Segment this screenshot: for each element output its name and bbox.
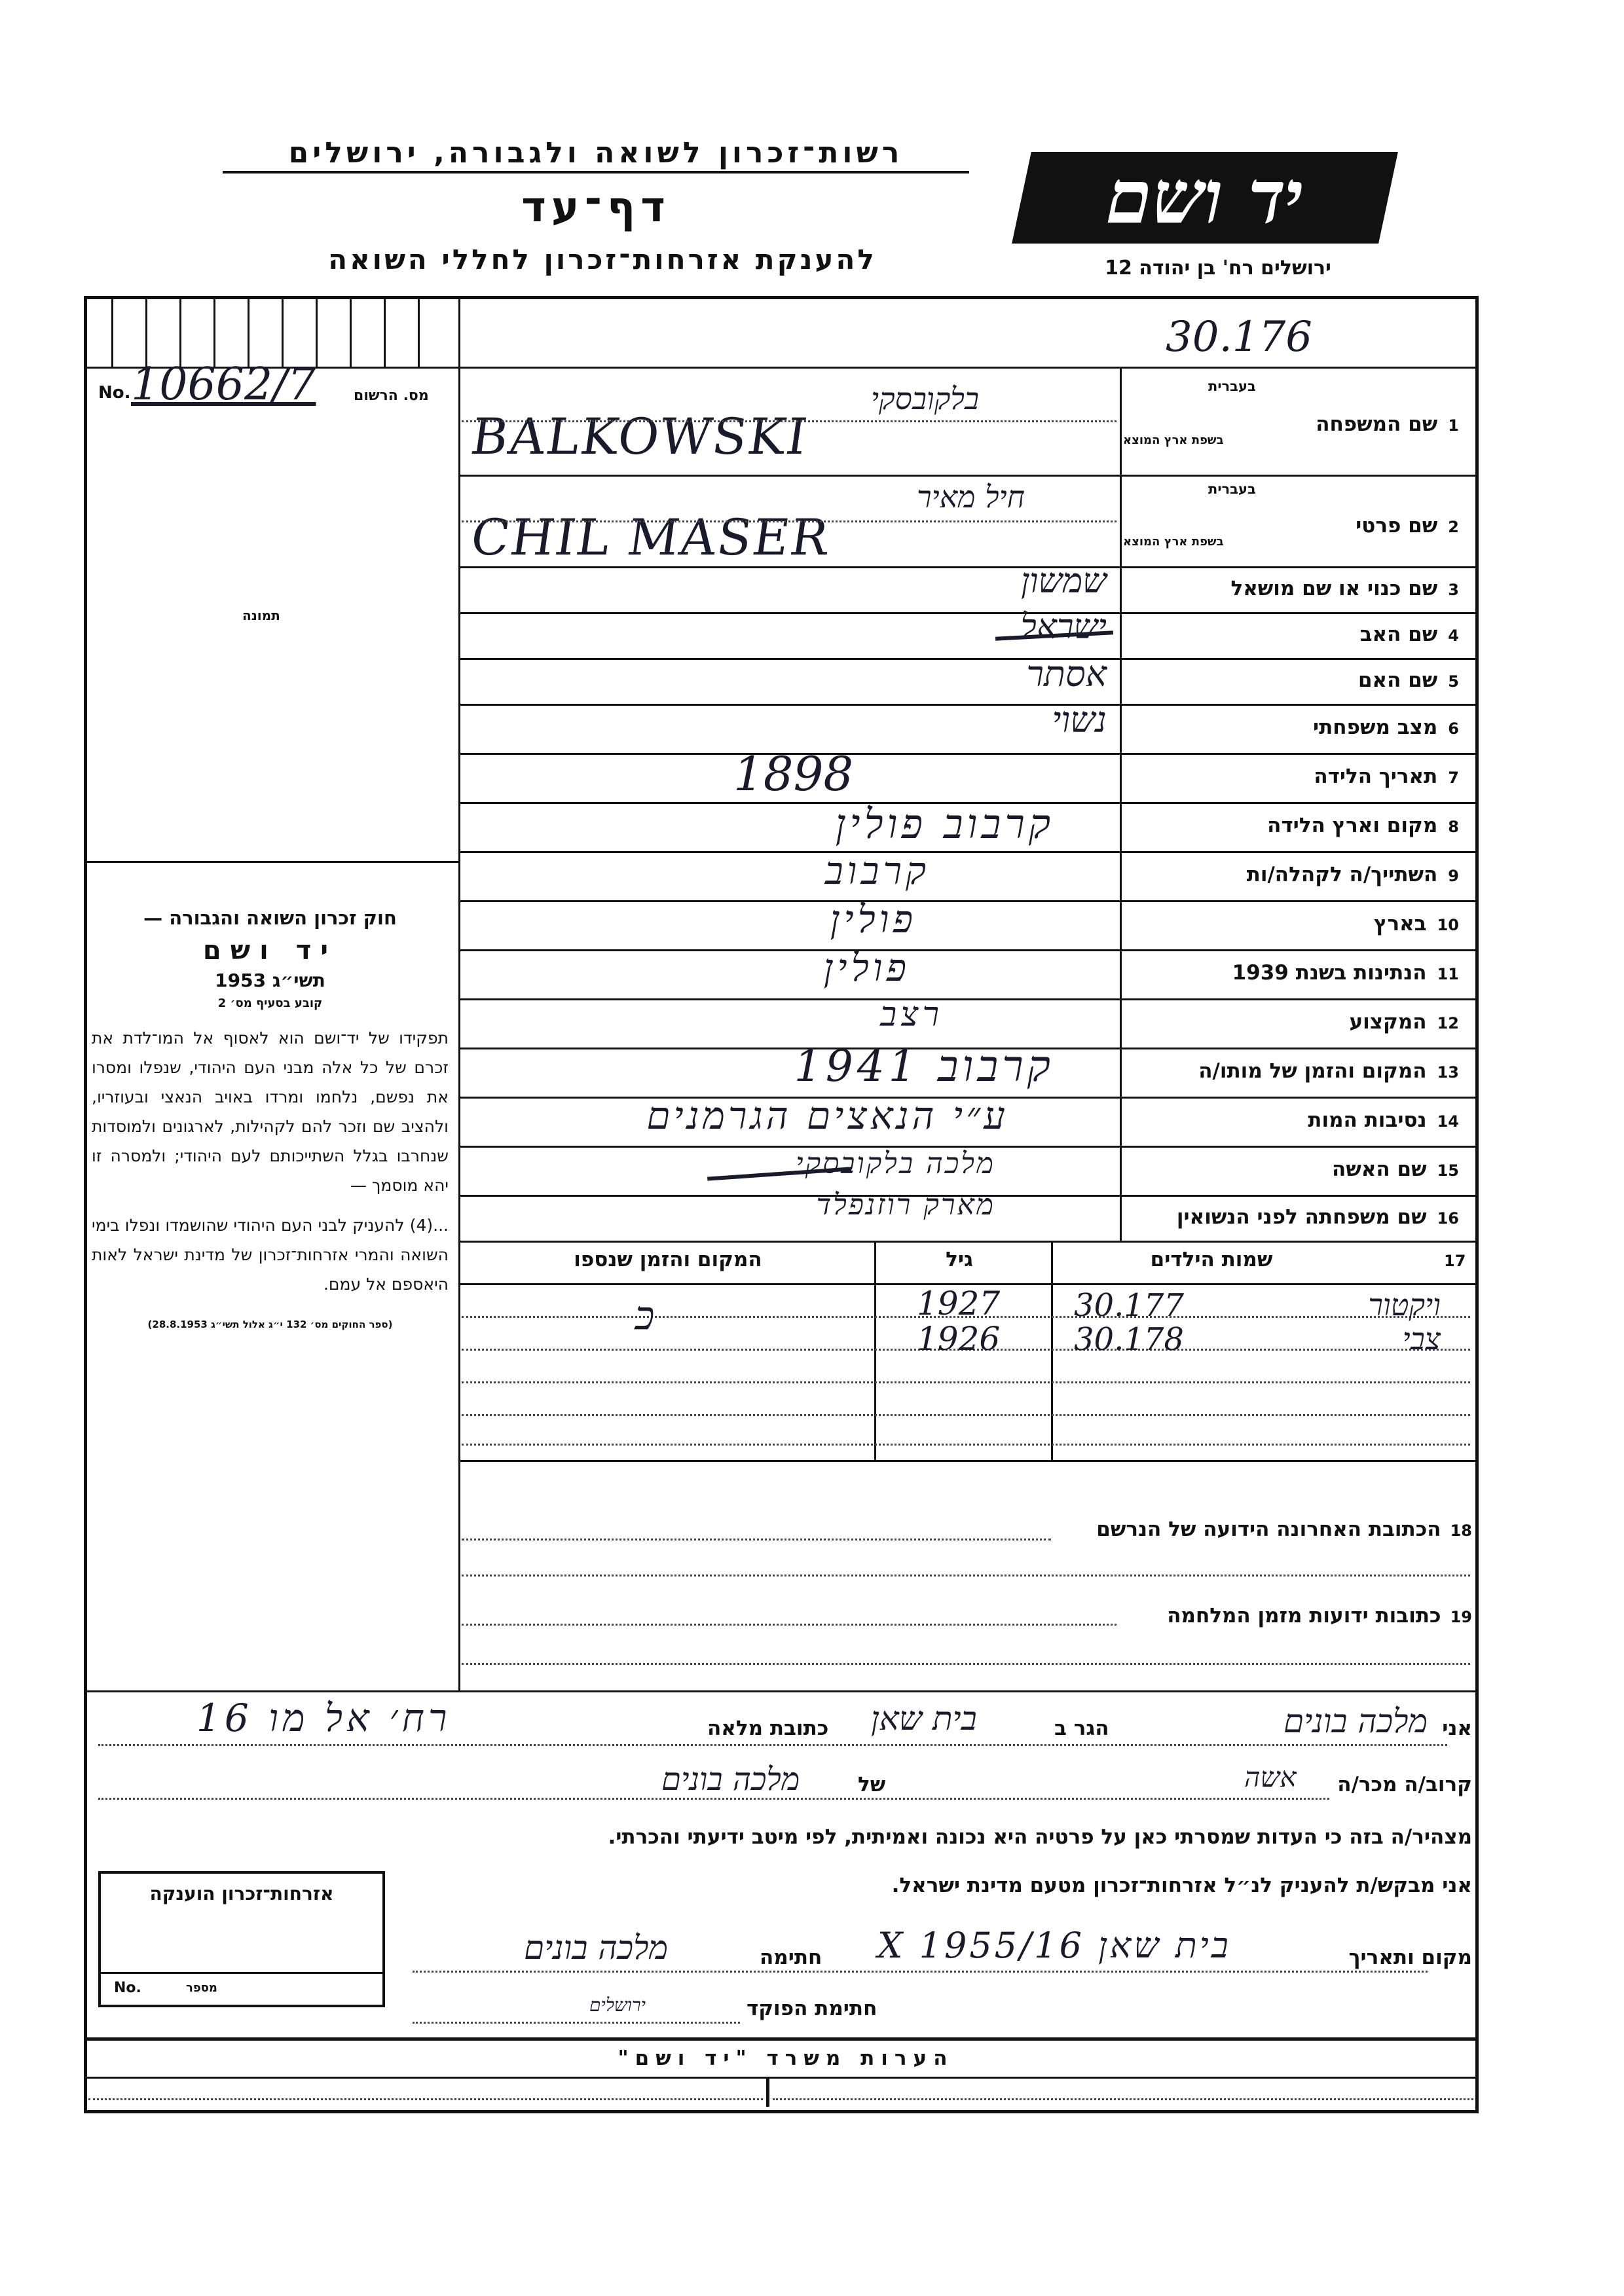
photo-box-bottom <box>84 861 460 863</box>
children-header-names: שמות הילדים <box>1150 1248 1273 1271</box>
citizenship-box-line <box>101 1972 382 1974</box>
code-box-divider <box>111 296 113 367</box>
field-number: 9 <box>1448 867 1459 885</box>
law-name: יד ושם <box>202 936 338 966</box>
child-name: ויקטור <box>1368 1287 1441 1322</box>
registry-number: 10662/7 <box>131 359 316 410</box>
child-place: כ <box>635 1293 655 1339</box>
field-row-nickname <box>1123 566 1459 612</box>
field-row-death-circumstances <box>1123 1097 1459 1146</box>
notes-dotted-line <box>88 2098 763 2100</box>
field-number: 8 <box>1448 818 1459 836</box>
sub-label-hebrew: בעברית <box>1208 378 1256 394</box>
maiden-name-value: מארק רוזנפלד <box>816 1188 995 1222</box>
field-number: 19 <box>1450 1608 1472 1626</box>
field-row-mother <box>1123 658 1459 704</box>
declarant-name: מלכה בונים <box>1283 1702 1428 1740</box>
signature-value: מלכה בונים <box>524 1929 669 1967</box>
profession-value: רצב <box>880 995 943 1034</box>
sub-label-local: בשפת ארץ המוצא <box>1123 535 1224 549</box>
nickname-value: שמשון <box>1020 562 1107 601</box>
first-name-local: CHIL MASER <box>467 508 834 566</box>
field-number: 16 <box>1437 1209 1459 1228</box>
child-year: 1927 <box>917 1285 1001 1322</box>
field-number: 11 <box>1437 965 1459 983</box>
law-year: תשי״ג 1953 <box>215 970 325 991</box>
field-number: 18 <box>1450 1522 1472 1540</box>
family-name-hebrew: בלקובסקי <box>871 381 980 416</box>
field-label: המקצוע <box>1349 1010 1427 1034</box>
field-number: 2 <box>1448 518 1459 536</box>
notes-divider <box>766 2077 769 2107</box>
field-number: 15 <box>1437 1161 1459 1180</box>
field-number: 3 <box>1448 581 1459 599</box>
field-number: 7 <box>1448 769 1459 787</box>
top-reference-number: 30.176 <box>1166 313 1312 361</box>
law-section: קובע בסעיף מס׳ 2 <box>217 996 323 1010</box>
first-name-hebrew: חיל מאיר <box>917 479 1025 515</box>
decl-relation-label: קרוב/ה מכר/ה <box>1337 1773 1472 1796</box>
children-row-line <box>462 1414 1470 1416</box>
father-name-value: ישראל <box>1020 608 1107 647</box>
field-label: תאריך הלידה <box>1314 765 1438 788</box>
law-source: (ספר החוקים מס׳ 132 י״ג אלול תשי״ג 28.8.1953) <box>147 1319 393 1330</box>
child-ref-number: 30.178 <box>1074 1321 1184 1358</box>
field-number: 1 <box>1448 416 1459 435</box>
last-address-label <box>1096 1518 1472 1541</box>
field-number: 13 <box>1437 1063 1459 1082</box>
field-label: הנתינות בשנת 1939 <box>1232 961 1427 985</box>
death-circumstances-value: ע״י הנאצים הגרמנים <box>646 1093 1008 1138</box>
family-name-local: BALKOWSKI <box>467 407 812 465</box>
officer-signature-label: חתימת הפוקד <box>747 1997 877 2020</box>
code-box-divider <box>145 296 147 367</box>
office-notes-title: הערות משרד "יד ושם" <box>618 2047 954 2070</box>
dotted-line <box>462 1575 1470 1576</box>
officer-signature-value: ירושלים <box>589 1994 646 2016</box>
signature-label: חתימה <box>760 1946 822 1969</box>
dotted-line <box>462 1663 1470 1665</box>
section-line <box>84 2037 1475 2041</box>
field-number: 6 <box>1448 720 1459 738</box>
children-header-age: גיל <box>946 1248 973 1271</box>
field-label: מקום וארץ הלידה <box>1267 814 1438 837</box>
children-num: 17 <box>1444 1252 1466 1270</box>
field-row-country <box>1123 900 1459 949</box>
field-row-father <box>1123 612 1459 658</box>
decl-of-label: של <box>858 1773 886 1796</box>
form-subtitle: להענקת אזרחות־זכרון לחללי השואה <box>328 244 877 276</box>
code-box-divider <box>213 296 215 367</box>
field-label: השתייך/ה לקהלה/ות <box>1246 863 1438 886</box>
community-value: קרבוב <box>824 848 930 893</box>
registry-no-label: No. <box>98 383 131 403</box>
field-row-community <box>1123 851 1459 900</box>
field-label: שם המשפחה <box>1316 412 1438 436</box>
field-row-marital-status <box>1123 704 1459 753</box>
field-label: שם האם <box>1357 668 1438 692</box>
dotted-line <box>462 520 1116 522</box>
place-date-label: מקום ותאריך <box>1348 1946 1472 1969</box>
dotted-line <box>413 1971 1428 1973</box>
nationality-value: פולין <box>823 945 910 990</box>
dotted-line <box>98 1798 1329 1800</box>
code-box-divider <box>384 296 386 367</box>
citizenship-box <box>98 1871 385 2007</box>
sub-label-local: בשפת ארץ המוצא <box>1123 433 1224 447</box>
dotted-line <box>413 2022 740 2024</box>
relative-of-value: מלכה בונים <box>661 1761 800 1798</box>
field-row-birth-date <box>1123 753 1459 802</box>
photo-label: תמונה <box>242 608 280 623</box>
declaration-request: אני מבקש/ת להעניק לנ״ל אזרחות־זכרון מטעם מדינת ישראל. <box>891 1874 1472 1897</box>
citizenship-box-no: No. <box>114 1980 141 1996</box>
place-date-value: בית שאן 16/X 1955 <box>877 1925 1231 1966</box>
wife-name-value: מלכה בלקובסקי <box>796 1147 995 1180</box>
field-label: שם האב <box>1359 623 1438 646</box>
field-row-birth-place <box>1123 802 1459 851</box>
law-paragraph-2: ...(4) להעניק לבני העם היהודי שהושמדו ונפלו בימי השואה והמרי אזרחות־זכרון של מדינת ישראל לאות היאספם אל עמם. <box>92 1216 449 1294</box>
field-label: הכתובת האחרונה הידועה של הנרשם <box>1096 1518 1441 1541</box>
child-name: צבי <box>1402 1321 1441 1357</box>
code-box-divider <box>418 296 420 367</box>
wartime-addresses-label <box>1167 1604 1472 1628</box>
code-box-divider <box>179 296 181 367</box>
left-column-divider <box>458 296 460 1690</box>
section-line <box>84 2077 1475 2079</box>
law-paragraph-1: תפקידו של יד־ושם הוא לאסוף אל המו־לדת את זכרם של כל אלה מבני העם היהודי, שנפלו ומסרו את נפשם, נלחמו ומרדו באויב הנאצי ובעוזריו, ולהציב שם וזכר להם לקהילות, לארגונים ולמוסדות שנחרבו בגלל השתייכותם לעם היהודי; ולמסרה זו יהא מוסמך — <box>92 1029 449 1195</box>
country-value: פולין <box>830 897 917 941</box>
decl-full-address-label: כתובת מלאה <box>707 1717 829 1740</box>
code-box-divider <box>248 296 249 367</box>
children-header-place-time: המקום והזמן שנספו <box>574 1248 762 1271</box>
field-label: שם פרטי <box>1356 514 1438 538</box>
field-row-wife <box>1123 1146 1459 1195</box>
field-row-maiden-name <box>1123 1195 1459 1241</box>
citizenship-box-number-label: מספר <box>186 1981 217 1995</box>
residence-value: בית שאן <box>871 1700 977 1738</box>
logo-address: ירושלים רח' בן יהודה 12 <box>1105 257 1331 280</box>
field-number: 5 <box>1448 672 1459 691</box>
notes-dotted-line <box>773 2098 1473 2100</box>
sub-label-hebrew: בעברית <box>1208 481 1256 497</box>
decl-resident-of: הגר ב <box>1054 1717 1109 1740</box>
field-label: בארץ <box>1373 912 1427 936</box>
field-label: המקום והזמן של מותו/ה <box>1198 1059 1427 1083</box>
field-row-death <box>1123 1048 1459 1097</box>
field-row-family-name <box>1123 367 1459 475</box>
row-line <box>458 1241 1475 1243</box>
children-row-line <box>462 1381 1470 1383</box>
field-number: 12 <box>1437 1014 1459 1032</box>
law-title: חוק זכרון השואה והגבורה — <box>143 907 397 929</box>
field-label: שם האשה <box>1332 1157 1427 1181</box>
section-line <box>84 1690 1475 1692</box>
field-label: כתובות ידועות מזמן המלחמה <box>1167 1604 1441 1628</box>
mother-name-value: אסתר <box>1026 653 1107 695</box>
row-line <box>458 1460 1475 1462</box>
yad-vashem-logo: יד ושם <box>1012 152 1398 244</box>
dotted-line <box>462 1624 1116 1626</box>
registry-label: מס. הרשום <box>354 388 429 404</box>
birth-date-value: 1898 <box>733 746 854 801</box>
dotted-line <box>462 420 1116 422</box>
code-box-divider <box>282 296 284 367</box>
full-address-value: רח׳ אל מו 16 <box>196 1696 451 1740</box>
child-year: 1926 <box>917 1320 1001 1358</box>
field-label: נסיבות המות <box>1308 1108 1427 1132</box>
code-box-divider <box>316 296 318 367</box>
code-box-divider <box>350 296 352 367</box>
field-row-first-name <box>1123 475 1459 566</box>
authority-title: רשות־זכרון לשואה ולגבורה, ירושלים <box>223 136 969 173</box>
field-number: 10 <box>1437 916 1459 934</box>
field-row-profession <box>1123 998 1459 1048</box>
declaration-statement: מצהיר/ה בזה כי העדות שמסרתי כאן על פרטיה היא נכונה ואמיתית, לפי מיטב ידיעתי והכרתי. <box>608 1825 1472 1849</box>
citizenship-box-title: אזרחות־זכרון הוענקה <box>149 1883 334 1904</box>
form-title: דף־עד <box>521 183 671 232</box>
law-block <box>92 907 449 1330</box>
field-label: שם משפחתה לפני הנשואין <box>1176 1205 1427 1229</box>
field-label: מצב משפחתי <box>1312 716 1438 739</box>
child-ref-number: 30.177 <box>1074 1287 1184 1324</box>
relation-value: אשה <box>1244 1761 1297 1793</box>
field-row-nationality-1939 <box>1123 949 1459 998</box>
marital-status-value: נשוי <box>1052 699 1107 740</box>
field-number: 14 <box>1437 1112 1459 1131</box>
death-value: קרבוב 1941 <box>794 1041 1054 1091</box>
decl-ani: אני <box>1442 1717 1472 1740</box>
children-row-line <box>462 1444 1470 1446</box>
birth-place-value: קרבוב פולין <box>835 800 1054 848</box>
dotted-line <box>98 1744 1447 1746</box>
field-label: שם כנוי או שם מושאל <box>1230 577 1438 600</box>
field-number: 4 <box>1448 627 1459 645</box>
dotted-line <box>462 1539 1051 1540</box>
